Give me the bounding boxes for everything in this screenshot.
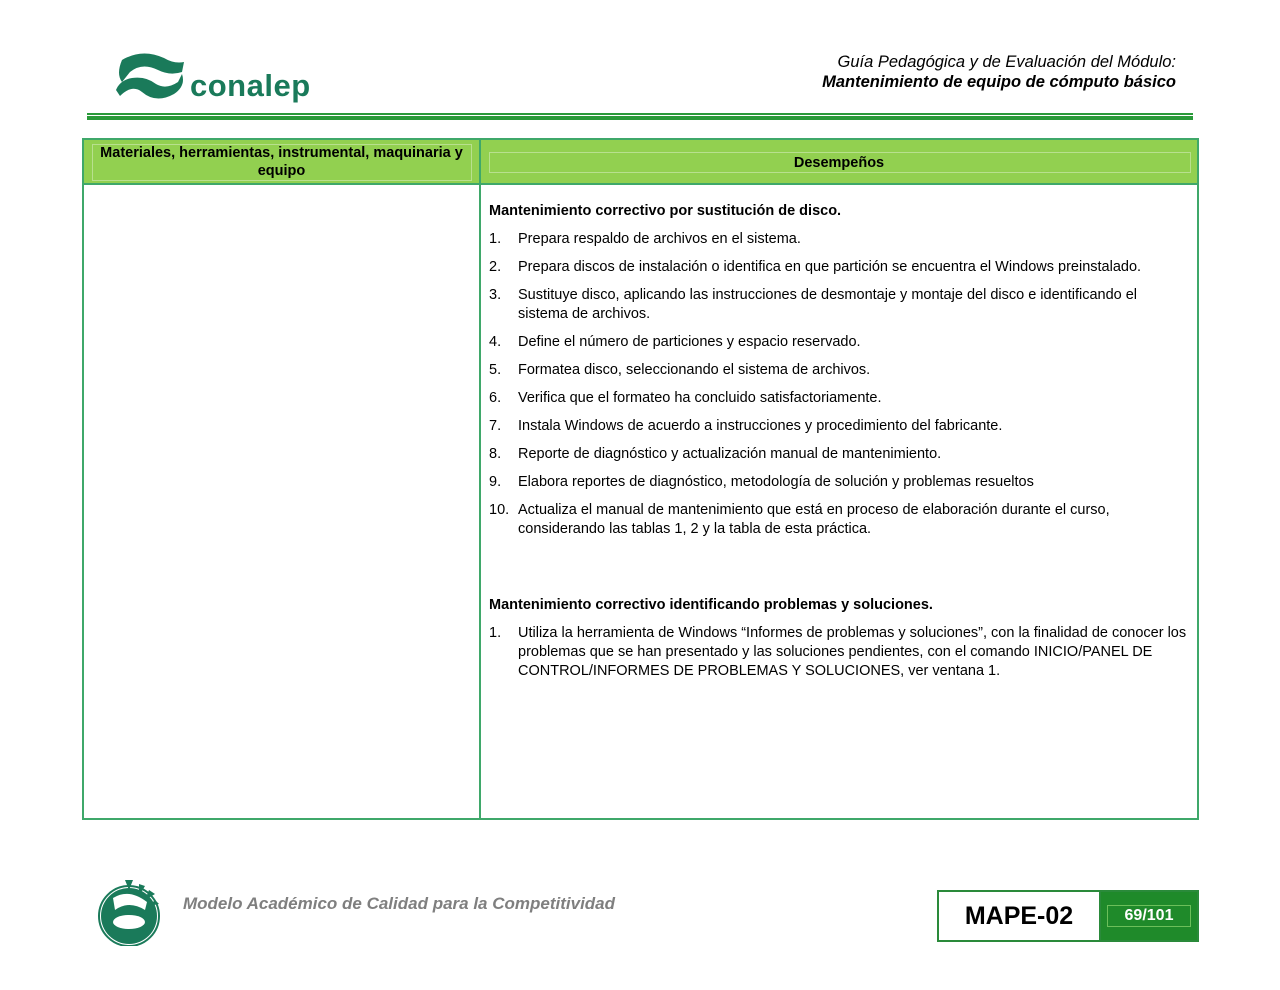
list-item: 10. Actualiza el manual de mantenimiento que está en proceso de elaboración durante el curso, considerando las tablas 1, 2 y la tabla de esta práctica. xyxy=(489,502,1110,537)
list-item: 7. Instala Windows de acuerdo a instrucciones y procedimiento del fabricante. xyxy=(489,418,1003,434)
column-divider xyxy=(479,140,481,818)
column-header-materials: Materiales, herramientas, instrumental, maquinaria y equipo xyxy=(84,140,479,183)
list-item: 9. Elabora reportes de diagnóstico, metodología de solución y problemas resueltos xyxy=(489,474,1034,490)
academic-model-logo xyxy=(95,876,165,946)
guide-title: Guía Pedagógica y de Evaluación del Módulo: xyxy=(837,53,1176,71)
list-item: 3. Sustituye disco, aplicando las instrucciones de desmontaje y montaje del disco e identificando el sistema de archivos. xyxy=(489,287,1138,322)
column-header-performances: Desempeños xyxy=(481,140,1197,183)
document-header xyxy=(822,52,1176,92)
steps-list xyxy=(489,624,1189,681)
list-item: 5. Formatea disco, seleccionando el sistema de archivos. xyxy=(489,362,871,378)
list-item: 1. Prepara respaldo de archivos en el sistema. xyxy=(489,231,801,247)
section-disk-replacement xyxy=(489,202,1189,539)
steps-list xyxy=(489,230,1189,539)
table-header-row xyxy=(84,140,1197,185)
academic-model-emblem-icon xyxy=(95,876,165,946)
section-problems-solutions xyxy=(489,596,1189,681)
conalep-logo xyxy=(112,50,312,106)
footer-tagline: Modelo Académico de Calidad para la Competitividad xyxy=(183,894,616,913)
list-item: 6. Verifica que el formateo ha concluido satisfactoriamente. xyxy=(489,390,882,406)
conalep-logo-icon xyxy=(112,52,188,100)
logo-text: conalep xyxy=(190,68,311,103)
module-title: Mantenimiento de equipo de cómputo básico xyxy=(822,73,1176,91)
header-rule-thick xyxy=(87,116,1193,120)
section-title: Mantenimiento correctivo identificando problemas y soluciones. xyxy=(489,597,933,613)
list-item: 4. Define el número de particiones y espacio reservado. xyxy=(489,334,861,350)
page-number: 69/101 xyxy=(1107,905,1191,927)
page-number-box xyxy=(1099,890,1199,942)
list-item: 1. Utiliza la herramienta de Windows “Informes de problemas y soluciones”, con la finalidad de conocer los problemas que se han presentado y las soluciones pendientes, con el comando INICIO/PANEL DE CONTROL/INFORMES DE PROBLEMAS Y SOLUCIONES, ver ventana 1. xyxy=(489,625,1187,679)
content-table xyxy=(82,138,1199,820)
document-code: MAPE-02 xyxy=(937,890,1101,942)
performances-cell xyxy=(489,202,1189,690)
list-item: 8. Reporte de diagnóstico y actualización manual de mantenimiento. xyxy=(489,446,942,462)
header-rule-thin xyxy=(87,113,1193,115)
list-item: 2. Prepara discos de instalación o identifica en que partición se encuentra el Windows preinstalado. xyxy=(489,259,1142,275)
section-title: Mantenimiento correctivo por sustitución de disco. xyxy=(489,203,842,219)
